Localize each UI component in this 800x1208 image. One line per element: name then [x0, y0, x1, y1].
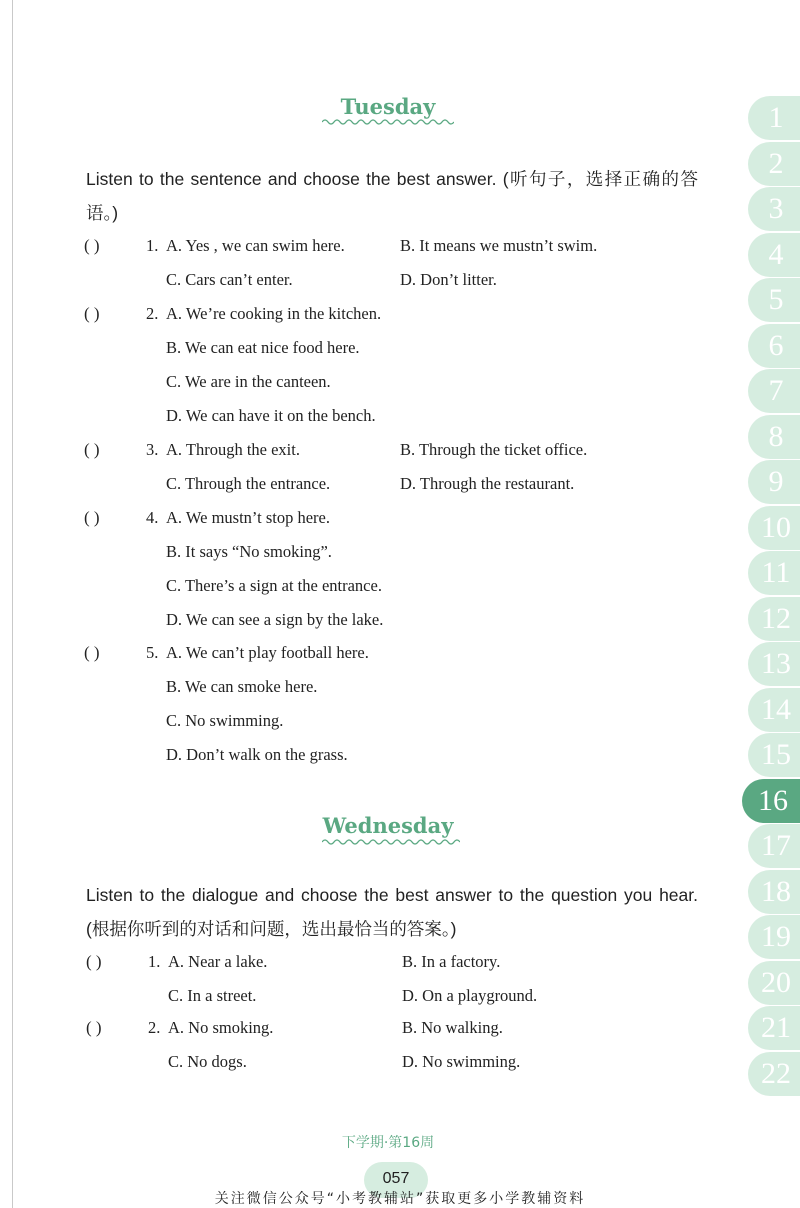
answer-option: A. We’re cooking in the kitchen. — [166, 304, 382, 323]
question-number: 1. — [146, 236, 159, 255]
answer-blank[interactable]: ( ) — [84, 508, 100, 527]
week-tab-1[interactable]: 1 — [748, 96, 800, 140]
week-tab-9[interactable]: 9 — [748, 460, 800, 504]
week-tab-2[interactable]: 2 — [748, 142, 800, 186]
week-tab-8[interactable]: 8 — [748, 415, 800, 459]
answer-option: D. On a playground. — [402, 986, 538, 1005]
week-tab-11[interactable]: 11 — [748, 551, 800, 595]
week-tab-17[interactable]: 17 — [748, 824, 800, 868]
answer-option: C. No swimming. — [166, 711, 284, 730]
tuesday-wave-underline — [322, 118, 454, 126]
tuesday-instruction: Listen to the sentence and choose the best answer. (听句子，选择正确的答语。) — [86, 169, 698, 223]
week-tab-13[interactable]: 13 — [748, 642, 800, 686]
tuesday-title: Tuesday — [340, 94, 436, 119]
answer-option: D. Through the restaurant. — [400, 474, 575, 493]
page-edge — [12, 0, 13, 1208]
question-number: 2. — [148, 1018, 161, 1037]
week-tab-19[interactable]: 19 — [748, 915, 800, 959]
answer-option: A. We mustn’t stop here. — [166, 508, 330, 527]
week-tab-10[interactable]: 10 — [748, 506, 800, 550]
week-tab-20[interactable]: 20 — [748, 961, 800, 1005]
answer-blank[interactable]: ( ) — [84, 304, 100, 323]
answer-option: B. It says “No smoking”. — [166, 542, 332, 561]
answer-option: A. Near a lake. — [168, 952, 268, 971]
wednesday-title: Wednesday — [322, 813, 454, 838]
answer-option: D. Don’t litter. — [400, 270, 497, 289]
week-tab-4[interactable]: 4 — [748, 233, 800, 277]
answer-option: D. We can have it on the bench. — [166, 406, 376, 425]
answer-option: C. In a street. — [168, 986, 257, 1005]
footer-week-label: 下学期·第16周 — [341, 1135, 435, 1151]
answer-option: C. There’s a sign at the entrance. — [166, 576, 382, 595]
answer-option: D. No swimming. — [402, 1052, 521, 1071]
wednesday-wave-underline — [322, 838, 460, 846]
answer-blank[interactable]: ( ) — [86, 1018, 102, 1037]
answer-blank[interactable]: ( ) — [84, 236, 100, 255]
wednesday-instruction: Listen to the dialogue and choose the best answer to the question you hear. (根据你听到的对话和问题，选出最恰当的答案。) — [86, 885, 698, 939]
answer-option: D. Don’t walk on the grass. — [166, 745, 348, 764]
week-tab-14[interactable]: 14 — [748, 688, 800, 732]
answer-option: B. Through the ticket office. — [400, 440, 588, 459]
week-tab-6[interactable]: 6 — [748, 324, 800, 368]
week-tab-7[interactable]: 7 — [748, 369, 800, 413]
answer-option: B. We can smoke here. — [166, 677, 318, 696]
answer-option: C. Through the entrance. — [166, 474, 331, 493]
question-number: 2. — [146, 304, 159, 323]
answer-option: B. In a factory. — [402, 952, 501, 971]
page-number: 057 — [382, 1170, 410, 1187]
week-tab-3[interactable]: 3 — [748, 187, 800, 231]
week-tab-15[interactable]: 15 — [748, 733, 800, 777]
question-number: 3. — [146, 440, 159, 459]
answer-option: B. It means we mustn’t swim. — [400, 236, 598, 255]
answer-blank[interactable]: ( ) — [86, 952, 102, 971]
answer-option: A. Yes , we can swim here. — [166, 236, 345, 255]
week-tab-22[interactable]: 22 — [748, 1052, 800, 1096]
answer-option: B. We can eat nice food here. — [166, 338, 360, 357]
week-tab-21[interactable]: 21 — [748, 1006, 800, 1050]
answer-option: C. Cars can’t enter. — [166, 270, 293, 289]
answer-blank[interactable]: ( ) — [84, 643, 100, 662]
question-number: 5. — [146, 643, 159, 662]
week-tab-5[interactable]: 5 — [748, 278, 800, 322]
week-tab-12[interactable]: 12 — [748, 597, 800, 641]
answer-option: C. No dogs. — [168, 1052, 247, 1071]
week-tab-18[interactable]: 18 — [748, 870, 800, 914]
answer-option: B. No walking. — [402, 1018, 503, 1037]
promo-text: 关注微信公众号“小考教辅站”获取更多小学教辅资料 — [214, 1191, 586, 1207]
answer-blank[interactable]: ( ) — [84, 440, 100, 459]
answer-option: C. We are in the canteen. — [166, 372, 331, 391]
week-tab-16[interactable]: 16 — [742, 779, 800, 823]
answer-option: A. We can’t play football here. — [166, 643, 369, 662]
answer-option: A. Through the exit. — [166, 440, 300, 459]
question-number: 4. — [146, 508, 159, 527]
answer-option: D. We can see a sign by the lake. — [166, 610, 384, 629]
question-number: 1. — [148, 952, 161, 971]
answer-option: A. No smoking. — [168, 1018, 274, 1037]
